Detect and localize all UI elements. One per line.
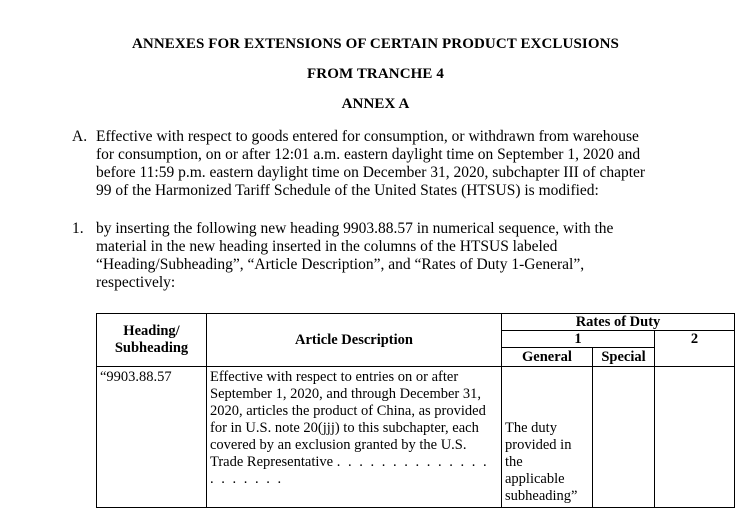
special-rate-cell — [593, 367, 655, 508]
paragraph-line: “Heading/Subheading”, “Article Description”, and “Rates of Duty 1-General”, — [96, 256, 585, 273]
general-line: the — [505, 454, 523, 470]
description-line: for in U.S. note 20(jjj) to this subchapter, each — [210, 420, 479, 436]
article-description-header: Article Description — [207, 314, 502, 367]
heading-cell — [97, 367, 207, 508]
rates-of-duty-header: Rates of Duty — [502, 314, 735, 331]
heading-number: “9903.88.57 — [100, 369, 172, 385]
item-1-marker: 1. — [72, 220, 84, 237]
description-line: Trade Representative — [210, 454, 334, 470]
description-line: Effective with respect to entries on or after — [210, 369, 459, 385]
rate-column-2-header: 2 — [655, 331, 735, 367]
rate-column-1-header: 1 — [502, 331, 655, 348]
general-rate-header: General — [502, 348, 593, 367]
paragraph-line: by inserting the following new heading 9903.88.57 in numerical sequence, with the — [96, 220, 614, 237]
description-line: September 1, 2020, and through December 31, — [210, 386, 481, 402]
paragraph-line: 99 of the Harmonized Tariff Schedule of the United States (HTSUS) is modified: — [96, 182, 599, 199]
column-2-rate-cell — [655, 367, 735, 508]
description-text — [207, 367, 501, 490]
special-rate-header: Special — [593, 348, 655, 367]
paragraph-line: for consumption, on or after 12:01 a.m. eastern daylight time on September 1, 2020 and — [96, 146, 641, 163]
description-line: covered by an exclusion granted by the U.S. — [210, 437, 467, 453]
general-line: provided in — [505, 437, 572, 453]
tariff-table — [96, 313, 735, 508]
general-line: applicable — [505, 471, 565, 487]
section-a-paragraph — [96, 128, 645, 200]
heading-header-line1: Heading/ — [123, 323, 180, 339]
description-line: 2020, articles the product of China, as provided — [210, 403, 486, 419]
heading-header-line2: Subheading — [114, 340, 189, 356]
paragraph-line: material in the new heading inserted in the columns of the HTSUS labeled — [96, 238, 558, 255]
general-rate-text — [502, 367, 592, 507]
section-a-marker: A. — [72, 128, 88, 145]
document-title-line2: FROM TRANCHE 4 — [307, 66, 444, 82]
description-cell — [207, 367, 502, 508]
heading-subheading-header — [97, 314, 207, 367]
document-title-line1: ANNEXES FOR EXTENSIONS OF CERTAIN PRODUCT EXCLUSIONS — [132, 36, 619, 52]
general-line: The duty — [505, 420, 557, 436]
general-rate-cell — [502, 367, 593, 508]
paragraph-line: Effective with respect to goods entered for consumption, or withdrawn from warehouse — [96, 128, 639, 145]
paragraph-line: respectively: — [96, 274, 176, 291]
annex-label: ANNEX A — [341, 96, 410, 112]
item-1-paragraph — [96, 220, 613, 292]
general-line: subheading” — [505, 488, 578, 504]
dot-leader: . . . . . . . . . . . . . . . . . . . . . — [210, 454, 489, 487]
paragraph-line: before 11:59 p.m. eastern daylight time on December 31, 2020, subchapter III of chapter — [96, 164, 646, 181]
description-line-last — [210, 454, 498, 488]
